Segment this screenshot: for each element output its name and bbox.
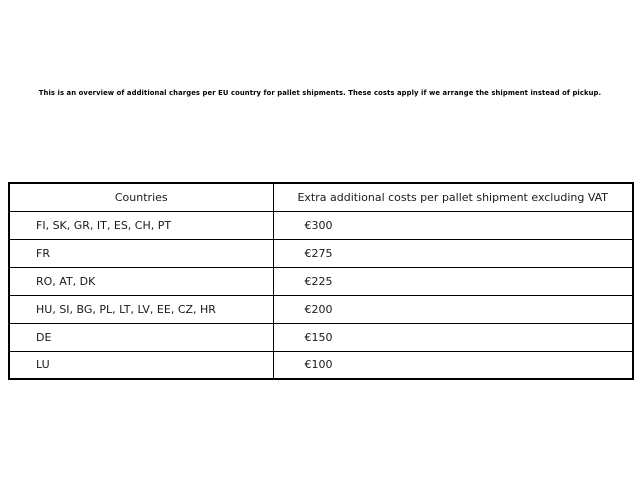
intro-note: This is an overview of additional charges per EU country for pallet shipments. These costs apply if we arrange the shipment instead of pickup. [38, 89, 602, 97]
cost-cell: €200 [273, 295, 633, 323]
header-cost: Extra additional costs per pallet shipment excluding VAT [273, 183, 633, 211]
cost-cell: €100 [273, 351, 633, 379]
countries-cell: FI, SK, GR, IT, ES, CH, PT [9, 211, 273, 239]
cost-cell: €150 [273, 323, 633, 351]
countries-cell: RO, AT, DK [9, 267, 273, 295]
table-header-row [9, 183, 633, 211]
cost-cell: €275 [273, 239, 633, 267]
table-row [9, 239, 633, 267]
table-row [9, 323, 633, 351]
countries-cell: LU [9, 351, 273, 379]
table-row [9, 351, 633, 379]
countries-cell: HU, SI, BG, PL, LT, LV, EE, CZ, HR [9, 295, 273, 323]
table-row [9, 295, 633, 323]
charges-table [8, 182, 634, 380]
table-row [9, 267, 633, 295]
cost-cell: €300 [273, 211, 633, 239]
countries-cell: FR [9, 239, 273, 267]
countries-cell: DE [9, 323, 273, 351]
header-countries: Countries [9, 183, 273, 211]
cost-cell: €225 [273, 267, 633, 295]
table-row [9, 211, 633, 239]
